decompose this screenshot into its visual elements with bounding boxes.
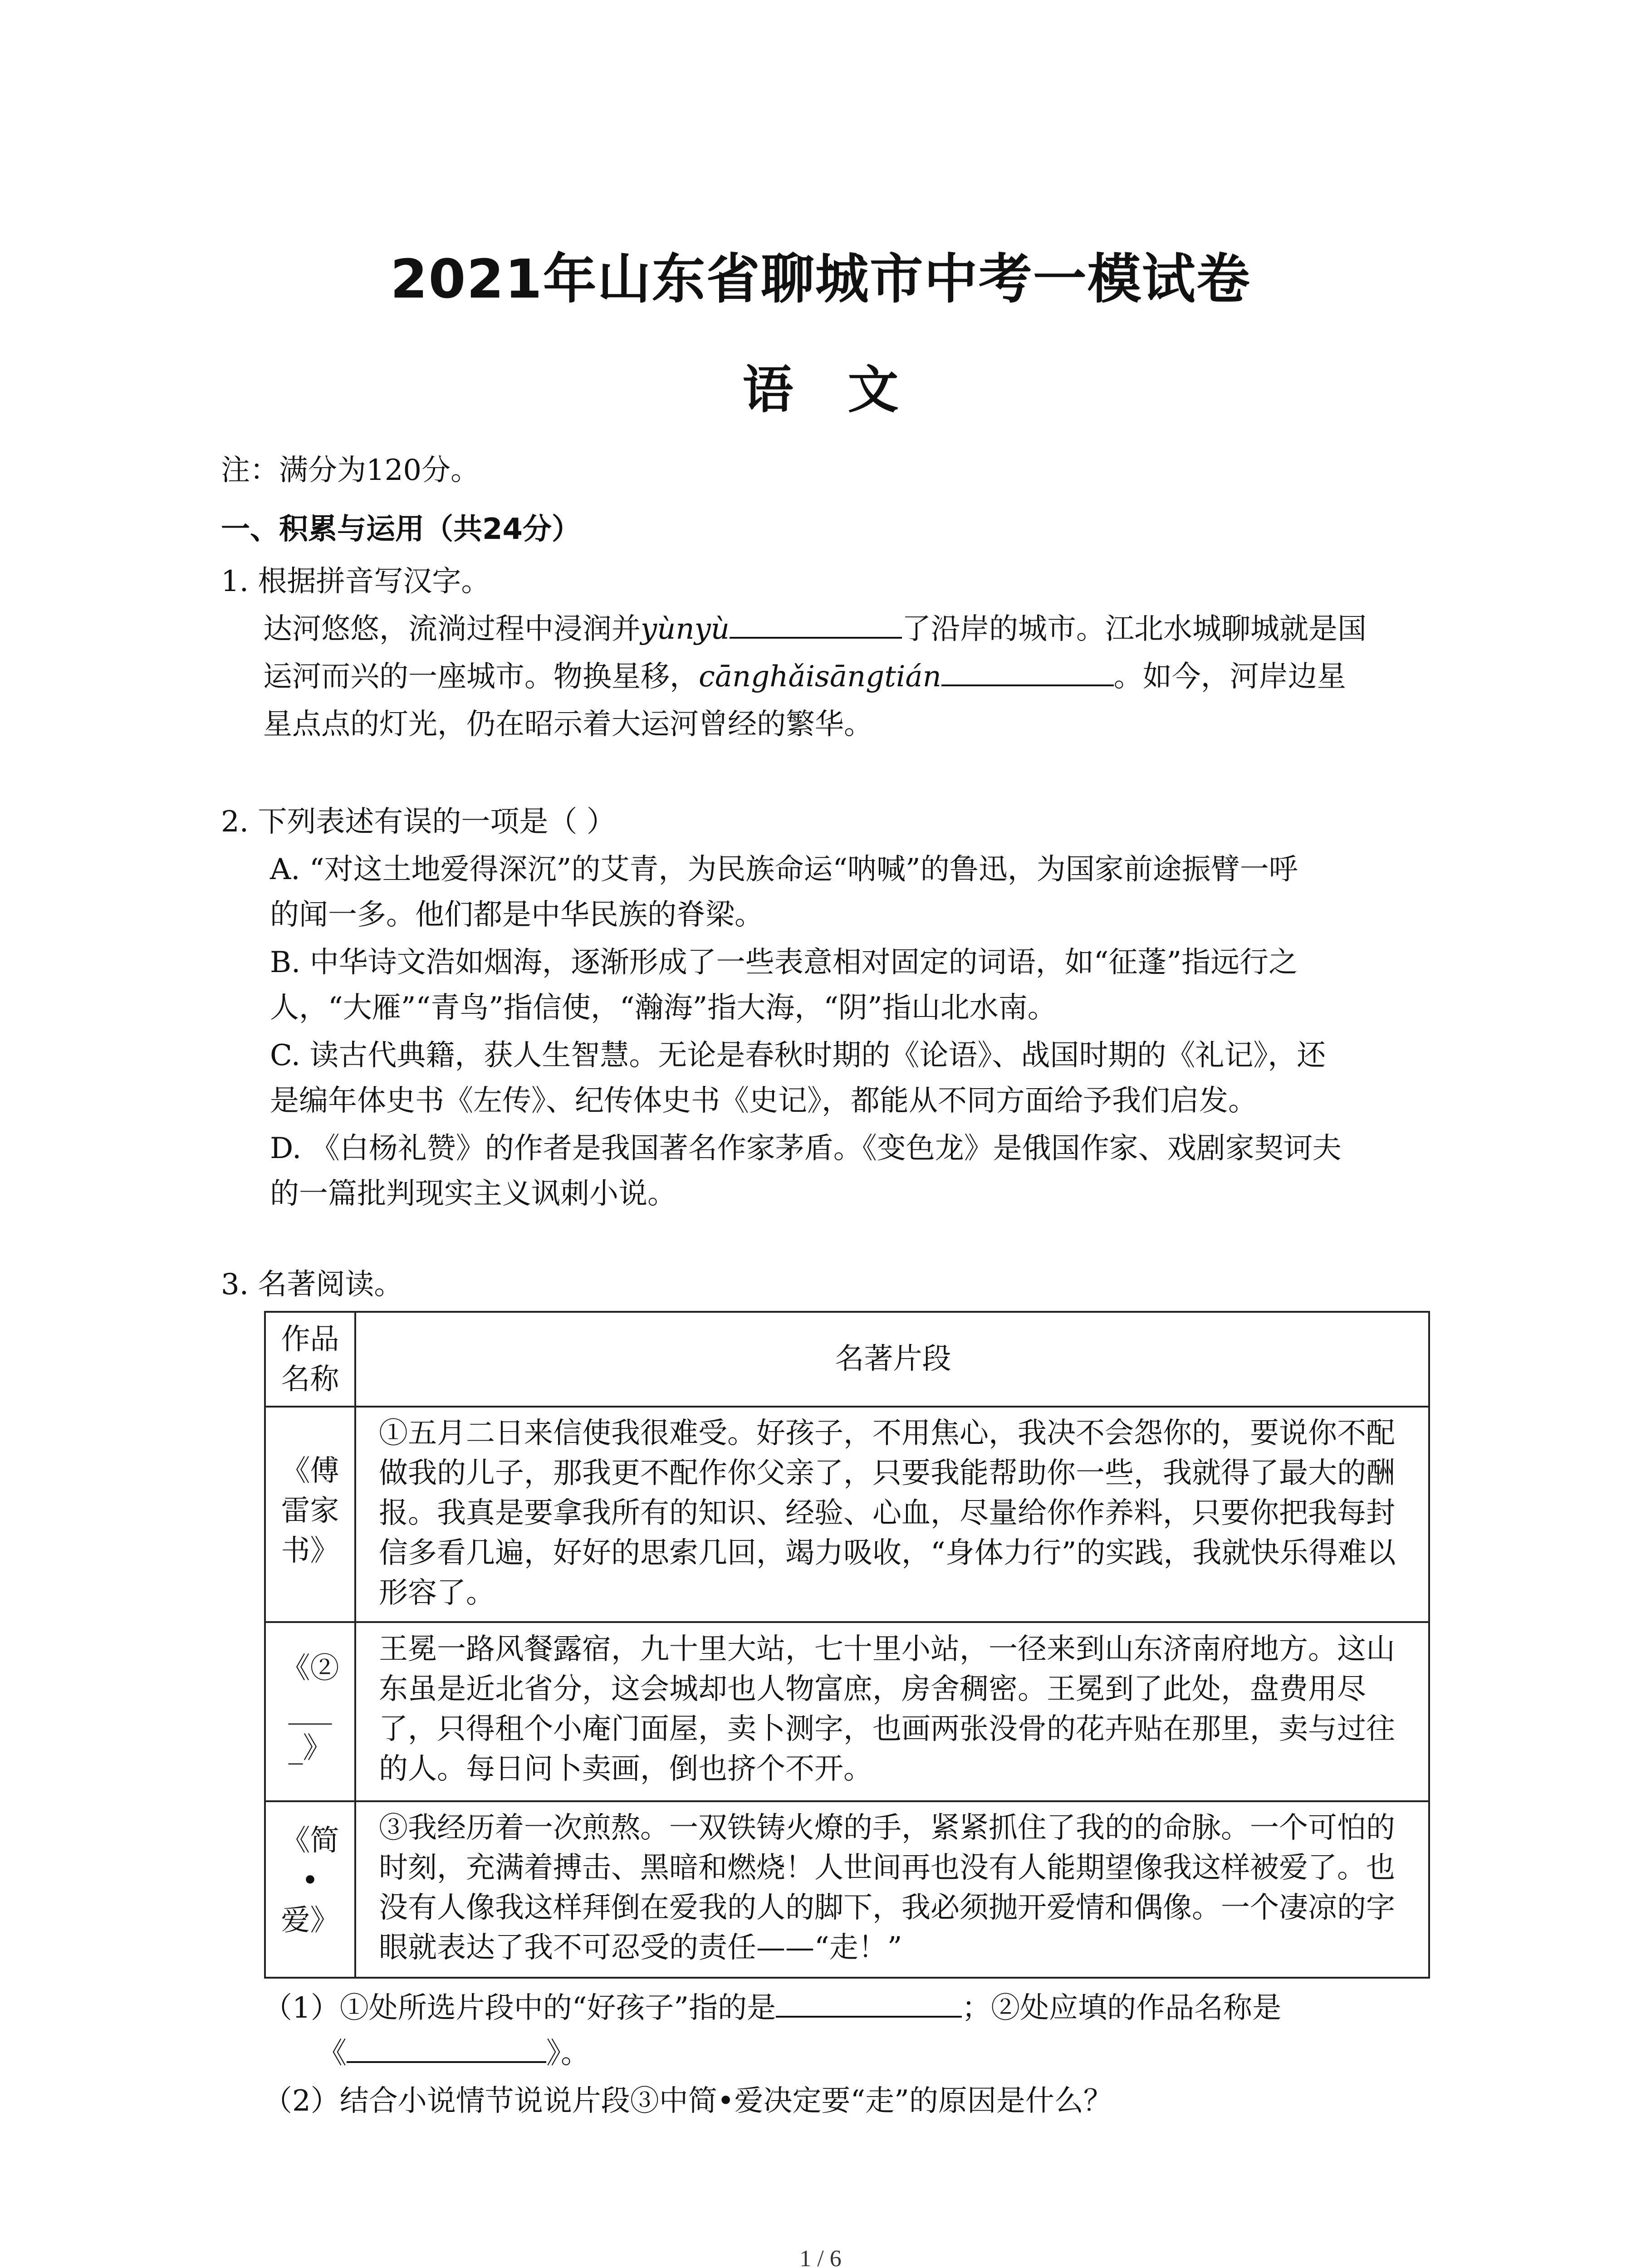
question-2-stem: 2. 下列表述有误的一项是（ ） — [221, 805, 616, 839]
sub-question-text: ；②处应填的作品名称是 — [962, 1991, 1282, 2025]
work-name-line: 《简 — [281, 1824, 339, 1857]
classics-table — [264, 1311, 1430, 1979]
question-3-sub-1-answer — [318, 2030, 590, 2077]
q1-pinyin-1: yùnyù — [641, 612, 730, 646]
section-heading: 一、积累与运用（共24分） — [221, 513, 581, 546]
table-divider — [266, 1800, 1428, 1802]
header-work-name — [266, 1320, 354, 1399]
header-work-name-line: 名称 — [281, 1363, 339, 1396]
work-name-line: • — [301, 1864, 319, 1897]
question-3-stem: 3. 名著阅读。 — [221, 1268, 403, 1301]
subject-title: 语文 — [742, 361, 953, 420]
q1-text: 。如今，河岸边星 — [1113, 660, 1346, 694]
q1-text: 运河而兴的一座城市。物换星移， — [263, 660, 699, 694]
row-3-excerpt: ③我经历着一次煎熬。一双铁铸火燎的手，紧紧抓住了我的的命脉。一个可怕的时刻，充满着搏击、黑暗和燃烧！人世间再也没有人能期望像我这样被爱了。也没有人像我这样拜倒在爱我的人的脚下，我必须抛开爱情和偶像。一个凄凉的字眼就表达了我不可忍受的责任——“走！” — [379, 1811, 1395, 1965]
score-note: 注：满分为120分。 — [221, 454, 480, 487]
q1-text: 达河悠悠，流淌过程中浸润并 — [263, 612, 641, 646]
work-name-line: 书》 — [281, 1534, 339, 1568]
question-3-sub-2: （2）结合小说情节说说片段③中简•爱决定要“走”的原因是什么？ — [263, 2084, 1112, 2118]
work-name-line: 爱》 — [281, 1904, 339, 1937]
answer-blank[interactable] — [941, 657, 1114, 686]
option-b-line-2: 人，“大雁”“青鸟”指信使，“瀚海”指大海，“阴”指山北水南。 — [270, 991, 1057, 1025]
q1-text: 了沿岸的城市。江北水城聊城就是国 — [901, 612, 1367, 646]
work-name-line: 《② — [281, 1652, 339, 1685]
work-name-blank[interactable]: ___ — [288, 1691, 332, 1725]
option-d-line-1: D. 《白杨礼赞》的作者是我国著名作家茅盾。《变色龙》是俄国作家、戏剧家契诃夫 — [270, 1132, 1342, 1165]
answer-blank[interactable] — [776, 1989, 962, 2018]
work-name-line: _》 — [288, 1731, 332, 1765]
question-1-line-1 — [263, 606, 1367, 653]
sub-question-text: （1）①处所选片段中的“好孩子”指的是 — [263, 1991, 776, 2025]
question-1-line-2 — [263, 653, 1346, 700]
row-2-work-name — [266, 1648, 354, 1768]
row-2-excerpt: 王冕一路风餐露宿，九十里大站，七十里小站，一径来到山东济南府地方。这山东虽是近北省分，这会城却也人物富庶，房舍稠密。王冕到了此处，盘费用尽了，只得租个小庵门面屋，卖卜测字，也画两张没骨的花卉贴在那里，卖与过往的人。每日问卜卖画，倒也挤个不开。 — [379, 1633, 1395, 1786]
q1-pinyin-2: cānghǎisāngtián — [699, 660, 941, 694]
table-divider — [266, 1406, 1428, 1408]
question-1-line-3: 星点点的灯光，仍在昭示着大运河曾经的繁华。 — [263, 708, 873, 741]
option-a-line-1: A. “对这土地爱得深沉”的艾青，为民族命运“呐喊”的鲁迅，为国家前途振臂一呼 — [270, 853, 1298, 886]
answer-blank[interactable] — [347, 2034, 546, 2063]
row-3-work-name — [266, 1821, 354, 1941]
option-d-line-2: 的一篇批判现实主义讽刺小说。 — [270, 1177, 676, 1211]
work-name-line: 雷家 — [281, 1494, 339, 1528]
work-name-line: 《傅 — [281, 1454, 339, 1488]
answer-blank[interactable] — [730, 610, 902, 639]
book-mark-open: 《 — [318, 2037, 347, 2070]
table-divider — [266, 1621, 1428, 1623]
header-work-name-line: 作品 — [281, 1323, 339, 1356]
book-mark-close: 》。 — [546, 2037, 590, 2070]
option-a-line-2: 的闻一多。他们都是中华民族的脊梁。 — [270, 898, 764, 932]
header-excerpt: 名著片段 — [835, 1342, 951, 1376]
question-3-sub-1 — [263, 1984, 1281, 2032]
option-c-line-2: 是编年体史书《左传》、纪传体史书《史记》，都能从不同方面给予我们启发。 — [270, 1084, 1257, 1118]
row-1-work-name — [266, 1451, 354, 1571]
question-1-stem: 1. 根据拼音写汉字。 — [221, 565, 490, 598]
exam-title: 2021年山东省聊城市中考一模试卷 — [390, 248, 1251, 310]
page-number: 1 / 6 — [799, 2246, 842, 2268]
row-1-excerpt: ①五月二日来信使我很难受。好孩子，不用焦心，我决不会怨你的，要说你不配做我的儿子，那我更不配作你父亲了，只要我能帮助你一些，我就得了最大的酬报。我真是要拿我所有的知识、经验、心血，尽量给你作养料，只要你把我每封信多看几遍，好好的思索几回，竭力吸收，“身体力行”的实践，我就快乐得难以形容了。 — [379, 1417, 1396, 1610]
option-c-line-1: C. 读古代典籍，获人生智慧。无论是春秋时期的《论语》、战国时期的《礼记》，还 — [270, 1039, 1326, 1072]
option-b-line-1: B. 中华诗文浩如烟海，逐渐形成了一些表意相对固定的词语，如“征蓬”指远行之 — [270, 946, 1298, 979]
